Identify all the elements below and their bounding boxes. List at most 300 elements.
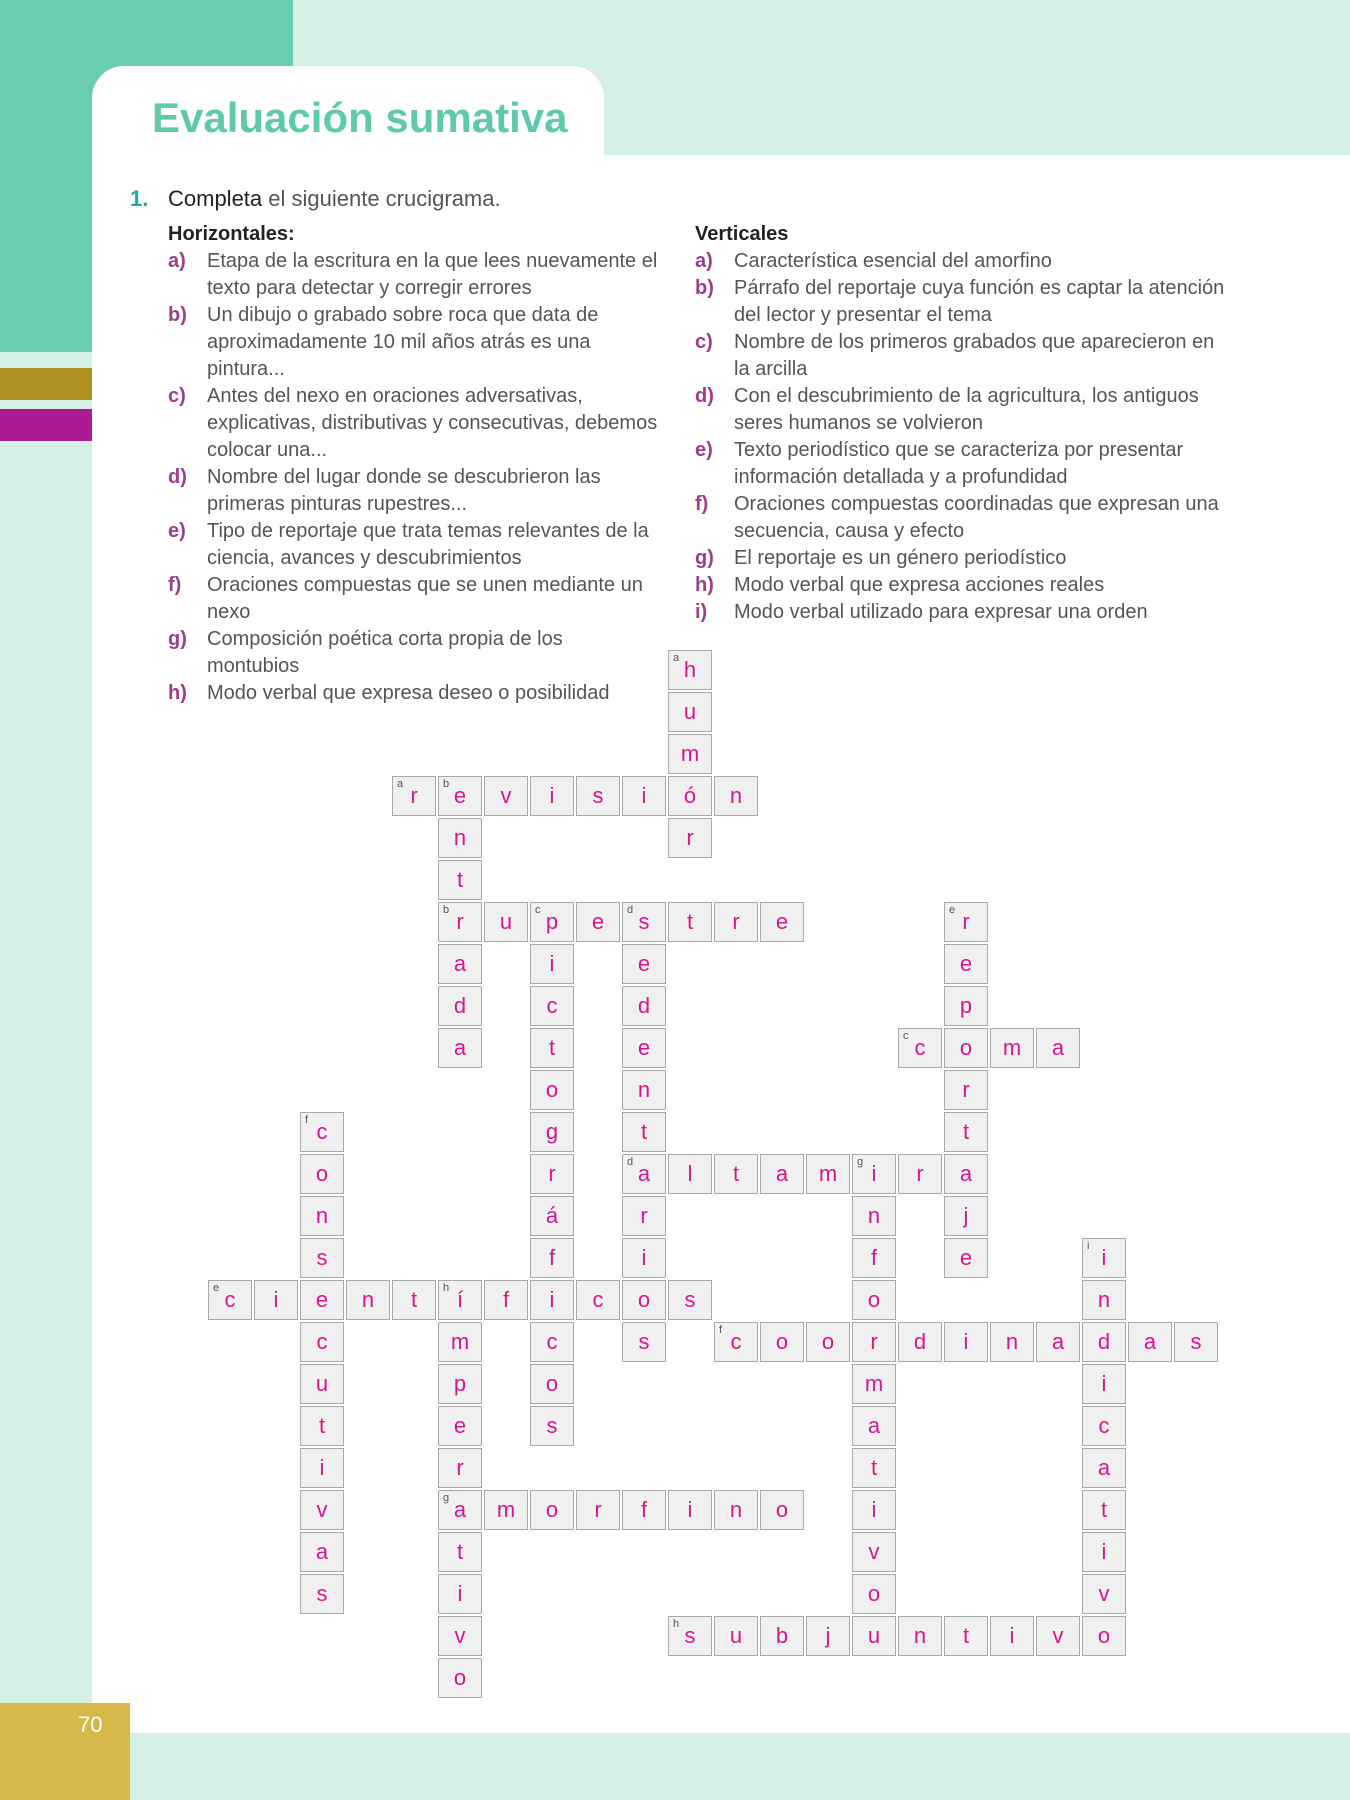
cell-letter: i — [1009, 1623, 1015, 1648]
cell-letter: á — [545, 1203, 559, 1228]
crossword-cell — [1082, 1238, 1126, 1278]
cell-letter: d — [913, 1329, 927, 1354]
clue-letter: c) — [695, 331, 713, 353]
crossword-cell — [530, 1238, 574, 1278]
crossword-cell — [990, 1616, 1034, 1656]
crossword-cell — [438, 1028, 482, 1068]
cell-letter: f — [548, 1245, 556, 1270]
magenta-stripe — [0, 409, 92, 441]
cell-letter: o — [637, 1287, 651, 1312]
clue-text: Modo verbal que expresa acciones reales — [734, 574, 1105, 596]
clue-h-a — [168, 248, 660, 302]
cell-letter: o — [775, 1497, 789, 1522]
clue-v-a — [695, 248, 1225, 275]
crossword-cell — [300, 1154, 344, 1194]
cell-letter: f — [502, 1287, 510, 1312]
cell-letter: t — [732, 1161, 740, 1186]
crossword-cell — [1082, 1574, 1126, 1614]
cell-letter: d — [453, 993, 467, 1018]
crossword-cell — [668, 734, 712, 774]
clue-number: e — [213, 1282, 220, 1294]
cell-letter: n — [1097, 1287, 1111, 1312]
cell-letter: n — [361, 1287, 375, 1312]
crossword-cell — [530, 1406, 574, 1446]
crossword-cell — [668, 818, 712, 858]
crossword-cell — [438, 818, 482, 858]
cell-letter: v — [454, 1623, 466, 1648]
clue-h-c — [168, 383, 660, 464]
crossword-cell — [438, 1448, 482, 1488]
crossword-cell — [622, 1490, 666, 1530]
cell-letter: a — [453, 951, 467, 976]
clue-v-f — [695, 491, 1225, 545]
crossword-cell — [622, 1112, 666, 1152]
cell-letter: i — [319, 1455, 325, 1480]
crossword-cell — [622, 776, 666, 816]
cell-letter: i — [457, 1581, 463, 1606]
cell-letter: v — [1052, 1623, 1064, 1648]
crossword-cell — [392, 776, 436, 816]
clue-number: g — [443, 1492, 450, 1504]
crossword-cell — [1036, 1616, 1080, 1656]
cell-letter: o — [867, 1581, 881, 1606]
crossword-cell — [1036, 1028, 1080, 1068]
crossword-cell — [1036, 1322, 1080, 1362]
crossword-cell — [530, 902, 574, 942]
clue-v-d — [695, 383, 1225, 437]
cell-letter: r — [732, 909, 740, 934]
cell-letter: t — [548, 1035, 556, 1060]
cell-letter: m — [450, 1329, 470, 1354]
cell-letter: t — [870, 1455, 878, 1480]
crossword-cell — [944, 986, 988, 1026]
crossword-cell — [760, 1490, 804, 1530]
crossword-cell — [392, 1280, 436, 1320]
crossword-cell — [944, 1322, 988, 1362]
cell-letter: e — [453, 783, 467, 808]
cell-letter: u — [683, 699, 697, 724]
cell-letter: t — [410, 1287, 418, 1312]
cell-letter: r — [870, 1329, 878, 1354]
crossword-cell — [852, 1196, 896, 1236]
cell-letter: r — [456, 909, 464, 934]
clue-text: Nombre del lugar donde se descubrieron las primeras pinturas rupestres... — [207, 466, 601, 515]
crossword-cell — [806, 1616, 850, 1656]
crossword-cell — [438, 1406, 482, 1446]
question-text — [168, 186, 501, 212]
cell-letter: f — [870, 1245, 878, 1270]
crossword-cell — [714, 1490, 758, 1530]
cell-letter: m — [818, 1161, 838, 1186]
cell-letter: m — [1002, 1035, 1022, 1060]
cell-letter: r — [456, 1455, 464, 1480]
clue-letter: d) — [168, 466, 187, 488]
horizontal-clues — [168, 221, 660, 707]
cell-letter: b — [775, 1623, 789, 1648]
clue-number: f — [305, 1114, 309, 1126]
cell-letter: s — [684, 1623, 696, 1648]
crossword-cell — [622, 1196, 666, 1236]
crossword-cell — [622, 1280, 666, 1320]
clue-text: Oraciones compuestas que se unen mediante un nexo — [207, 574, 643, 623]
cell-letter: a — [1051, 1329, 1065, 1354]
cell-letter: i — [549, 783, 555, 808]
crossword-cell — [484, 902, 528, 942]
cell-letter: r — [962, 909, 970, 934]
cell-letter: m — [680, 741, 700, 766]
crossword-cell — [622, 1028, 666, 1068]
cell-letter: e — [775, 909, 789, 934]
cell-letter: j — [825, 1623, 831, 1648]
cell-letter: s — [546, 1413, 558, 1438]
crossword-cell — [944, 902, 988, 942]
cell-letter: s — [684, 1287, 696, 1312]
clue-text: Antes del nexo en oraciones adversativas, explicativas, distributivas y consecutivas, debemos colocar una... — [207, 385, 658, 461]
crossword-cell — [484, 1490, 528, 1530]
cell-letter: v — [868, 1539, 880, 1564]
clue-number: h — [443, 1282, 450, 1294]
crossword-cell — [622, 902, 666, 942]
question-verb: Completa — [168, 186, 263, 211]
clue-number: a — [397, 778, 404, 790]
cell-letter: o — [545, 1371, 559, 1396]
cell-letter: c — [914, 1035, 926, 1060]
cell-letter: j — [963, 1203, 969, 1228]
crossword-cell — [990, 1028, 1034, 1068]
cell-letter: t — [456, 867, 464, 892]
crossword-cell — [438, 1280, 482, 1320]
crossword-cell — [576, 776, 620, 816]
crossword-cell — [484, 1280, 528, 1320]
clue-text: Párrafo del reportaje cuya función es captar la atención del lector y presentar el tema — [734, 277, 1225, 326]
cell-letter: l — [687, 1161, 693, 1186]
clue-v-i — [695, 599, 1225, 626]
cell-letter: i — [1101, 1539, 1107, 1564]
cell-letter: m — [864, 1371, 884, 1396]
crossword-cell — [300, 1448, 344, 1488]
cell-letter: e — [959, 951, 973, 976]
crossword-cell — [944, 944, 988, 984]
crossword-cell — [300, 1280, 344, 1320]
clue-text: Modo verbal utilizado para expresar una orden — [734, 601, 1148, 623]
crossword-cell — [806, 1154, 850, 1194]
crossword-cell — [944, 1238, 988, 1278]
clue-text: Tipo de reportaje que trata temas relevantes de la ciencia, avances y descubrimientos — [207, 520, 649, 569]
clue-letter: e) — [168, 520, 186, 542]
clue-number: e — [949, 904, 956, 916]
cell-letter: a — [453, 1497, 467, 1522]
crossword-cell — [668, 902, 712, 942]
cell-letter: c — [730, 1329, 742, 1354]
cell-letter: o — [1097, 1623, 1111, 1648]
cell-letter: n — [637, 1077, 651, 1102]
cell-letter: o — [545, 1497, 559, 1522]
clue-text: Modo verbal que expresa deseo o posibilidad — [207, 682, 610, 704]
crossword-cell — [944, 1196, 988, 1236]
crossword-cell — [1128, 1322, 1172, 1362]
clue-number: g — [857, 1156, 864, 1168]
cell-letter: r — [962, 1077, 970, 1102]
crossword-cell — [530, 1070, 574, 1110]
cell-letter: a — [453, 1035, 467, 1060]
clue-letter: b) — [168, 304, 187, 326]
cell-letter: r — [686, 825, 694, 850]
crossword-cell — [346, 1280, 390, 1320]
cell-letter: a — [1097, 1455, 1111, 1480]
crossword-cell — [760, 1154, 804, 1194]
cell-letter: t — [456, 1539, 464, 1564]
clue-number: h — [673, 1618, 680, 1630]
cell-letter: v — [316, 1497, 328, 1522]
clue-h-g — [168, 626, 660, 680]
crossword-cell — [530, 1154, 574, 1194]
cell-letter: e — [315, 1287, 329, 1312]
crossword-cell — [438, 1364, 482, 1404]
cell-letter: o — [775, 1329, 789, 1354]
clue-h-h — [168, 680, 660, 707]
crossword-cell — [990, 1322, 1034, 1362]
crossword-cell — [1082, 1364, 1126, 1404]
crossword-cell — [438, 902, 482, 942]
cell-letter: a — [867, 1413, 881, 1438]
clue-h-e — [168, 518, 660, 572]
cell-letter: n — [453, 825, 467, 850]
vertical-clues — [695, 221, 1225, 626]
crossword-cell — [530, 944, 574, 984]
clue-h-b — [168, 302, 660, 383]
clue-text: Etapa de la escritura en la que lees nuevamente el texto para detectar y corregir errores — [207, 250, 658, 299]
clue-h-d — [168, 464, 660, 518]
crossword-cell — [944, 1070, 988, 1110]
crossword-cell — [300, 1490, 344, 1530]
horizontal-heading: Horizontales: — [168, 223, 295, 245]
crossword-cell — [576, 1280, 620, 1320]
crossword-cell — [944, 1112, 988, 1152]
crossword-cell — [300, 1238, 344, 1278]
clue-v-e — [695, 437, 1225, 491]
crossword-cell — [438, 1322, 482, 1362]
clue-number: a — [673, 652, 680, 664]
cell-letter: r — [640, 1203, 648, 1228]
crossword-cell — [300, 1532, 344, 1572]
crossword-cell — [530, 1322, 574, 1362]
clue-number: d — [627, 1156, 634, 1168]
cell-letter: s — [316, 1581, 328, 1606]
cell-letter: c — [316, 1119, 328, 1144]
question-number: 1. — [130, 186, 149, 211]
cell-letter: n — [867, 1203, 881, 1228]
crossword-cell — [438, 776, 482, 816]
crossword-cell — [1082, 1406, 1126, 1446]
crossword-cell — [438, 1490, 482, 1530]
cell-letter: u — [499, 909, 513, 934]
clue-letter: f) — [695, 493, 709, 515]
crossword-cell — [438, 860, 482, 900]
cell-letter: a — [1051, 1035, 1065, 1060]
cell-letter: t — [1100, 1497, 1108, 1522]
clue-text: Composición poética corta propia de los montubios — [207, 628, 563, 677]
crossword-cell — [254, 1280, 298, 1320]
page-number-box — [0, 1703, 130, 1800]
crossword-cell — [530, 1112, 574, 1152]
cell-letter: c — [316, 1329, 328, 1354]
cell-letter: e — [453, 1413, 467, 1438]
crossword-cell — [622, 1154, 666, 1194]
clue-letter: e) — [695, 439, 713, 461]
crossword-cell — [852, 1364, 896, 1404]
cell-letter: i — [871, 1497, 877, 1522]
cell-letter: i — [963, 1329, 969, 1354]
clue-text: Texto periodístico que se caracteriza por presentar información detallada y a profundidad — [734, 439, 1184, 488]
cell-letter: t — [962, 1623, 970, 1648]
cell-letter: r — [594, 1497, 602, 1522]
cell-letter: p — [959, 993, 973, 1018]
crossword-cell — [530, 1280, 574, 1320]
crossword-cell — [852, 1280, 896, 1320]
crossword-cell — [622, 1070, 666, 1110]
crossword-cell — [1082, 1448, 1126, 1488]
cell-letter: e — [637, 951, 651, 976]
cell-letter: g — [545, 1119, 559, 1144]
crossword-cell — [1082, 1322, 1126, 1362]
cell-letter: n — [1005, 1329, 1019, 1354]
cell-letter: t — [318, 1413, 326, 1438]
crossword-cell — [530, 776, 574, 816]
clue-number: b — [443, 778, 450, 790]
cell-letter: o — [545, 1077, 559, 1102]
cell-letter: o — [867, 1287, 881, 1312]
cell-letter: c — [1098, 1413, 1110, 1438]
clue-number: d — [627, 904, 634, 916]
crossword-cell — [944, 1028, 988, 1068]
clue-letter: g) — [168, 628, 187, 650]
clue-number: b — [443, 904, 450, 916]
clue-text: Un dibujo o grabado sobre roca que data de aproximadamente 10 mil años atrás es una pintura... — [207, 304, 599, 380]
crossword-cell — [852, 1616, 896, 1656]
crossword-cell — [1082, 1616, 1126, 1656]
cell-letter: c — [546, 993, 558, 1018]
crossword-cell — [530, 1028, 574, 1068]
crossword-cell — [852, 1238, 896, 1278]
crossword-cell — [484, 776, 528, 816]
cell-letter: r — [548, 1161, 556, 1186]
clue-text: Con el descubrimiento de la agricultura, los antiguos seres humanos se volvieron — [734, 385, 1199, 434]
clue-letter: a) — [695, 250, 713, 272]
crossword-cell — [852, 1574, 896, 1614]
cell-letter: n — [913, 1623, 927, 1648]
cell-letter: i — [1101, 1245, 1107, 1270]
crossword-cell — [668, 1280, 712, 1320]
crossword-cell — [668, 1490, 712, 1530]
cell-letter: d — [637, 993, 651, 1018]
cell-letter: s — [316, 1245, 328, 1270]
cell-letter: a — [1143, 1329, 1157, 1354]
cell-letter: o — [453, 1665, 467, 1690]
clue-number: f — [719, 1324, 723, 1336]
crossword-cell — [530, 986, 574, 1026]
cell-letter: i — [687, 1497, 693, 1522]
clue-text: El reportaje es un género periodístico — [734, 547, 1067, 569]
crossword-cell — [852, 1490, 896, 1530]
cell-letter: u — [315, 1371, 329, 1396]
clue-letter: h) — [695, 574, 714, 596]
cell-letter: i — [549, 951, 555, 976]
crossword-cell — [898, 1616, 942, 1656]
crossword-cell — [852, 1532, 896, 1572]
clue-number: c — [903, 1030, 909, 1042]
crossword-cell — [760, 1322, 804, 1362]
crossword-cell — [852, 1406, 896, 1446]
crossword-cell — [944, 1154, 988, 1194]
question-rest: el siguiente crucigrama. — [262, 186, 501, 211]
crossword-cell — [300, 1406, 344, 1446]
crossword-cell — [714, 1616, 758, 1656]
cell-letter: u — [867, 1623, 881, 1648]
cell-letter: e — [591, 909, 605, 934]
clue-letter: c) — [168, 385, 186, 407]
clue-letter: g) — [695, 547, 714, 569]
cell-letter: o — [959, 1035, 973, 1060]
cell-letter: a — [637, 1161, 651, 1186]
clue-v-g — [695, 545, 1225, 572]
crossword-cell — [622, 944, 666, 984]
crossword-cell — [300, 1574, 344, 1614]
cell-letter: i — [1101, 1371, 1107, 1396]
crossword-cell — [622, 1238, 666, 1278]
cell-letter: í — [456, 1287, 464, 1312]
crossword-cell — [898, 1154, 942, 1194]
clue-letter: a) — [168, 250, 186, 272]
cell-letter: f — [640, 1497, 648, 1522]
crossword-cell — [668, 650, 712, 690]
crossword-cell — [438, 944, 482, 984]
cell-letter: v — [500, 783, 512, 808]
cell-letter: a — [315, 1539, 329, 1564]
cell-letter: i — [641, 783, 647, 808]
crossword-cell — [530, 1490, 574, 1530]
crossword-cell — [944, 1616, 988, 1656]
cell-letter: v — [1098, 1581, 1110, 1606]
cell-letter: i — [549, 1287, 555, 1312]
crossword-cell — [438, 1532, 482, 1572]
clue-v-c — [695, 329, 1225, 383]
clue-letter: d) — [695, 385, 714, 407]
cell-letter: s — [592, 783, 604, 808]
cell-letter: d — [1097, 1329, 1111, 1354]
crossword-cell — [668, 692, 712, 732]
clue-v-b — [695, 275, 1225, 329]
crossword-cell — [806, 1322, 850, 1362]
crossword-cell — [852, 1154, 896, 1194]
clue-letter: b) — [695, 277, 714, 299]
cell-letter: o — [315, 1161, 329, 1186]
cell-letter: c — [546, 1329, 558, 1354]
crossword-cell — [668, 776, 712, 816]
cell-letter: o — [821, 1329, 835, 1354]
crossword-cell — [300, 1196, 344, 1236]
crossword-cell — [852, 1322, 896, 1362]
vertical-heading: Verticales — [695, 223, 789, 245]
cell-letter: s — [1190, 1329, 1202, 1354]
cell-letter: e — [959, 1245, 973, 1270]
crossword-cell — [1082, 1532, 1126, 1572]
cell-letter: s — [638, 1329, 650, 1354]
crossword-cell — [1174, 1322, 1218, 1362]
crossword-cell — [668, 1616, 712, 1656]
crossword-cell — [1082, 1490, 1126, 1530]
clue-letter: h) — [168, 682, 187, 704]
clue-number: i — [1087, 1240, 1090, 1252]
